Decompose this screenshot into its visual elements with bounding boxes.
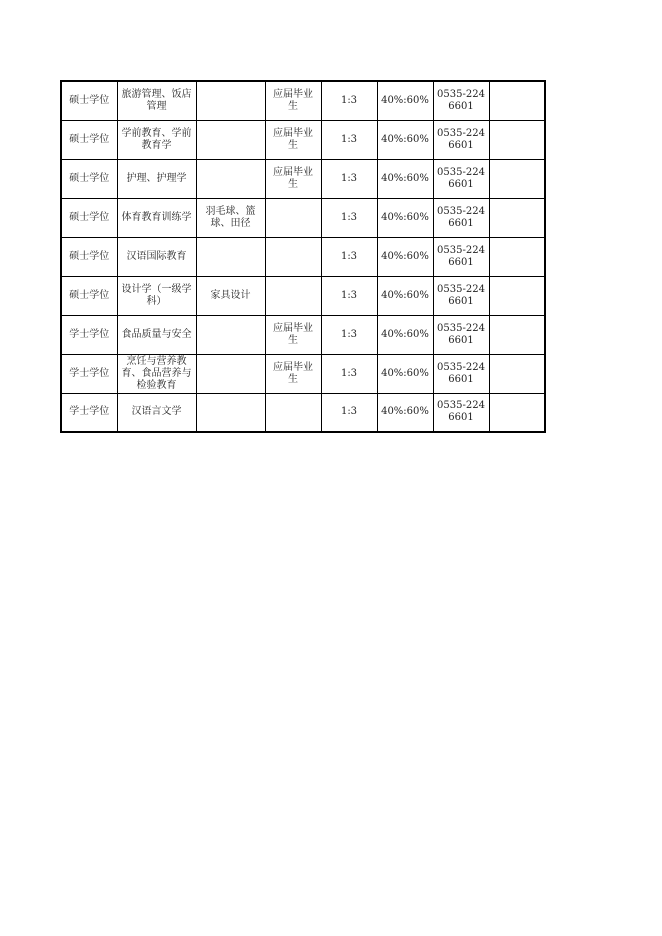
weight-cell: 40%:60% <box>377 81 433 120</box>
requirement-cell <box>265 237 321 276</box>
direction-cell <box>196 120 265 159</box>
table-row <box>61 120 545 159</box>
note-cell <box>489 315 545 354</box>
weight-cell: 40%:60% <box>377 237 433 276</box>
degree-cell: 硕士学位 <box>61 276 117 315</box>
degree-cell: 学士学位 <box>61 315 117 354</box>
ratio-cell: 1:3 <box>321 81 377 120</box>
phone-cell: 0535-2246601 <box>433 120 489 159</box>
degree-cell: 硕士学位 <box>61 120 117 159</box>
phone-cell: 0535-2246601 <box>433 393 489 432</box>
ratio-cell: 1:3 <box>321 159 377 198</box>
major-cell: 汉语国际教育 <box>117 237 196 276</box>
phone-cell: 0535-2246601 <box>433 315 489 354</box>
direction-cell <box>196 393 265 432</box>
weight-cell: 40%:60% <box>377 354 433 393</box>
ratio-cell: 1:3 <box>321 393 377 432</box>
major-cell: 体育教育训练学 <box>117 198 196 237</box>
table-row <box>61 237 545 276</box>
ratio-cell: 1:3 <box>321 198 377 237</box>
degree-cell: 学士学位 <box>61 354 117 393</box>
note-cell <box>489 354 545 393</box>
major-cell: 汉语言文学 <box>117 393 196 432</box>
table-row <box>61 393 545 432</box>
ratio-cell: 1:3 <box>321 315 377 354</box>
phone-cell: 0535-2246601 <box>433 198 489 237</box>
direction-cell: 家具设计 <box>196 276 265 315</box>
major-cell: 食品质量与安全 <box>117 315 196 354</box>
degree-cell: 硕士学位 <box>61 159 117 198</box>
direction-cell <box>196 81 265 120</box>
table-row <box>61 315 545 354</box>
table-row <box>61 159 545 198</box>
degree-cell: 硕士学位 <box>61 81 117 120</box>
requirement-cell: 应届毕业生 <box>265 159 321 198</box>
weight-cell: 40%:60% <box>377 198 433 237</box>
requirement-cell <box>265 276 321 315</box>
note-cell <box>489 237 545 276</box>
ratio-cell: 1:3 <box>321 276 377 315</box>
major-cell: 学前教育、学前教育学 <box>117 120 196 159</box>
major-cell: 烹饪与营养教育、食品营养与检验教育 <box>117 354 196 393</box>
weight-cell: 40%:60% <box>377 120 433 159</box>
major-cell: 设计学（一级学科） <box>117 276 196 315</box>
requirement-cell <box>265 393 321 432</box>
weight-cell: 40%:60% <box>377 159 433 198</box>
table-body <box>61 81 545 432</box>
requirement-cell <box>265 198 321 237</box>
direction-cell <box>196 237 265 276</box>
weight-cell: 40%:60% <box>377 393 433 432</box>
degree-cell: 硕士学位 <box>61 198 117 237</box>
requirement-cell: 应届毕业生 <box>265 81 321 120</box>
degree-cell: 硕士学位 <box>61 237 117 276</box>
phone-cell: 0535-2246601 <box>433 354 489 393</box>
note-cell <box>489 120 545 159</box>
note-cell <box>489 81 545 120</box>
degree-cell: 学士学位 <box>61 393 117 432</box>
requirement-cell: 应届毕业生 <box>265 120 321 159</box>
table-row <box>61 81 545 120</box>
phone-cell: 0535-2246601 <box>433 81 489 120</box>
recruitment-table <box>60 80 546 433</box>
direction-cell: 羽毛球、篮球、田径 <box>196 198 265 237</box>
phone-cell: 0535-2246601 <box>433 276 489 315</box>
weight-cell: 40%:60% <box>377 315 433 354</box>
note-cell <box>489 198 545 237</box>
weight-cell: 40%:60% <box>377 276 433 315</box>
ratio-cell: 1:3 <box>321 120 377 159</box>
table-row <box>61 276 545 315</box>
note-cell <box>489 393 545 432</box>
direction-cell <box>196 159 265 198</box>
phone-cell: 0535-2246601 <box>433 237 489 276</box>
direction-cell <box>196 315 265 354</box>
table-row <box>61 354 545 393</box>
note-cell <box>489 276 545 315</box>
note-cell <box>489 159 545 198</box>
phone-cell: 0535-2246601 <box>433 159 489 198</box>
requirement-cell: 应届毕业生 <box>265 354 321 393</box>
major-cell: 护理、护理学 <box>117 159 196 198</box>
ratio-cell: 1:3 <box>321 354 377 393</box>
table-row <box>61 198 545 237</box>
ratio-cell: 1:3 <box>321 237 377 276</box>
requirement-cell: 应届毕业生 <box>265 315 321 354</box>
direction-cell <box>196 354 265 393</box>
major-cell: 旅游管理、饭店管理 <box>117 81 196 120</box>
